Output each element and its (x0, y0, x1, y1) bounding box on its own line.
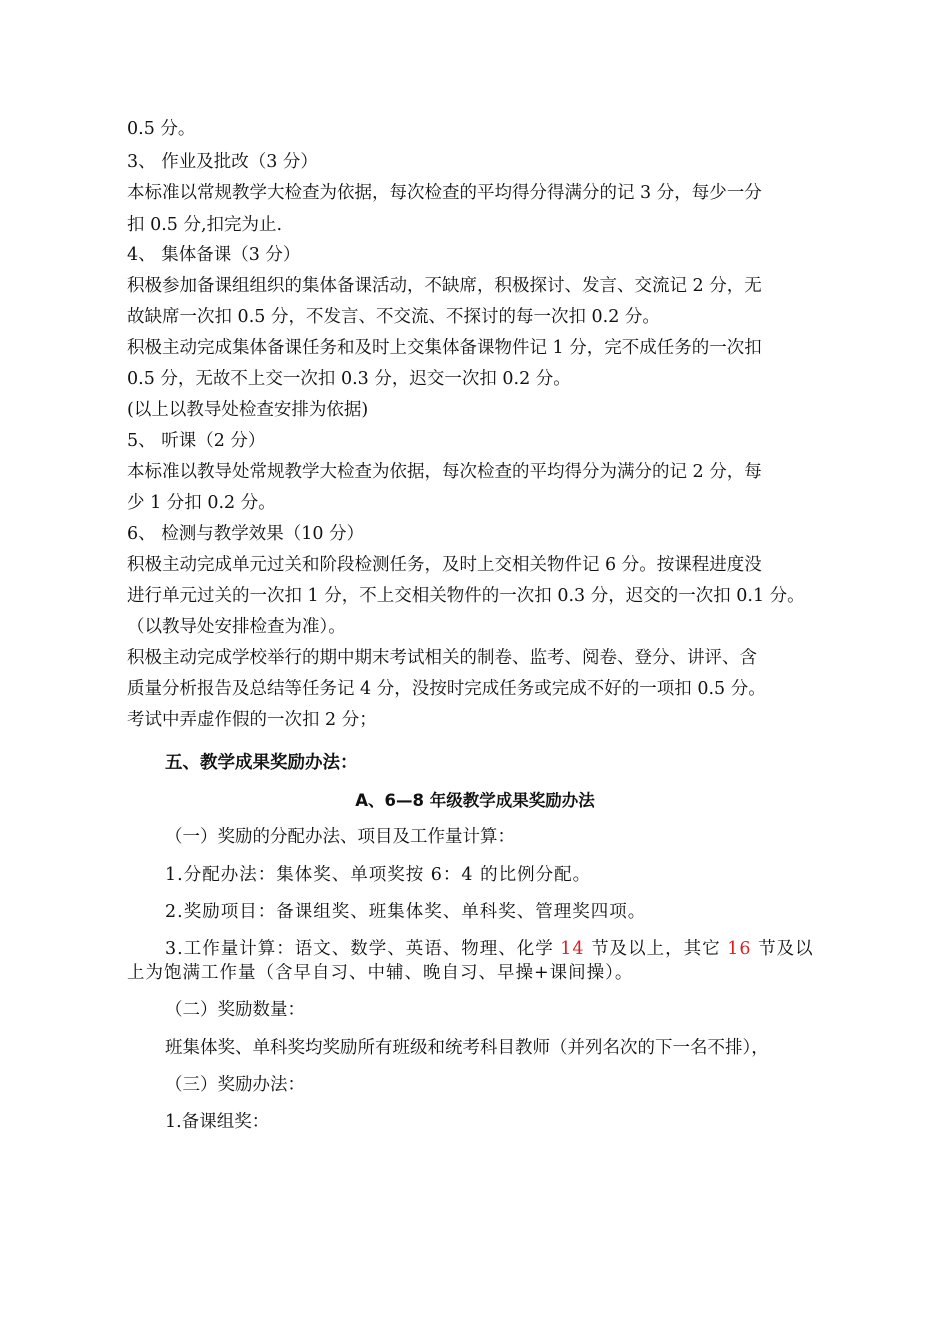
text-line: 扣 0.5 分,扣完为止. (127, 215, 283, 235)
text-line: 0.5 分。 (127, 119, 196, 139)
list-item-text: 3.工作量计算：语文、数学、英语、物理、化学 (165, 939, 554, 959)
list-item: 2.奖励项目：备课组奖、班集体奖、单科奖、管理奖四项。 (165, 902, 647, 922)
list-item-text: 节及以 (758, 939, 814, 959)
subsection-heading: （一）奖励的分配办法、项目及工作量计算： (165, 827, 515, 847)
list-item (165, 938, 814, 960)
text-line: 积极参加备课组组织的集体备课活动，不缺席，积极探讨、发言、交流记 2 分，无 (127, 276, 762, 296)
list-item: 1.备课组奖： (165, 1112, 270, 1132)
text-line: 进行单元过关的一次扣 1 分，不上交相关物件的一次扣 0.3 分，迟交的一次扣 0.1 分。 (127, 586, 805, 606)
subtitle: A、6—8 年级教学成果奖励办法 (355, 791, 595, 810)
text-line: 故缺席一次扣 0.5 分，不发言、不交流、不探讨的每一次扣 0.2 分。 (127, 307, 660, 327)
list-item-text: 节及以上，其它 (591, 939, 721, 959)
section-title: 五、教学成果奖励办法： (165, 753, 358, 773)
subsection-heading: （三）奖励办法： (165, 1075, 305, 1095)
text-line: 0.5 分，无故不上交一次扣 0.3 分，迟交一次扣 0.2 分。 (127, 369, 571, 389)
text-line: 少 1 分扣 0.2 分。 (127, 493, 276, 513)
text-line: (以上以教导处检查安排为依据) (127, 400, 369, 420)
text-line: 积极主动完成集体备课任务和及时上交集体备课物件记 1 分，完不成任务的一次扣 (127, 338, 762, 358)
text-line: 本标准以常规教学大检查为依据，每次检查的平均得分得满分的记 3 分，每少一分 (127, 183, 762, 203)
text-line: 质量分析报告及总结等任务记 4 分，没按时完成任务或完成不好的一项扣 0.5 分。 (127, 679, 766, 699)
text-line: 积极主动完成学校举行的期中期末考试相关的制卷、监考、阅卷、登分、讲评、含 (127, 648, 757, 668)
section-heading: 5、 听课（2 分） (127, 431, 266, 451)
section-heading: 4、 集体备课（3 分） (127, 245, 301, 265)
highlight-number: 14 (560, 939, 585, 959)
list-item: 1.分配办法：集体奖、单项奖按 6：4 的比例分配。 (165, 865, 592, 885)
section-heading: 3、 作业及批改（3 分） (127, 152, 318, 172)
text-line: 班集体奖、单科奖均奖励所有班级和统考科目教师（并列名次的下一名不排）， (165, 1038, 769, 1058)
text-line: （以教导处安排检查为准）。 (127, 617, 346, 637)
section-heading: 6、 检测与教学效果（10 分） (127, 524, 365, 544)
highlight-number: 16 (727, 939, 752, 959)
list-item-continuation: 上为饱满工作量（含早自习、中辅、晚自习、早操+课间操）。 (127, 963, 634, 983)
text-line: 考试中弄虚作假的一次扣 2 分； (127, 710, 377, 730)
text-line: 本标准以教导处常规教学大检查为依据，每次检查的平均得分为满分的记 2 分，每 (127, 462, 762, 482)
subsection-heading: （二）奖励数量： (165, 1000, 305, 1020)
text-line: 积极主动完成单元过关和阶段检测任务，及时上交相关物件记 6 分。按课程进度没 (127, 555, 762, 575)
